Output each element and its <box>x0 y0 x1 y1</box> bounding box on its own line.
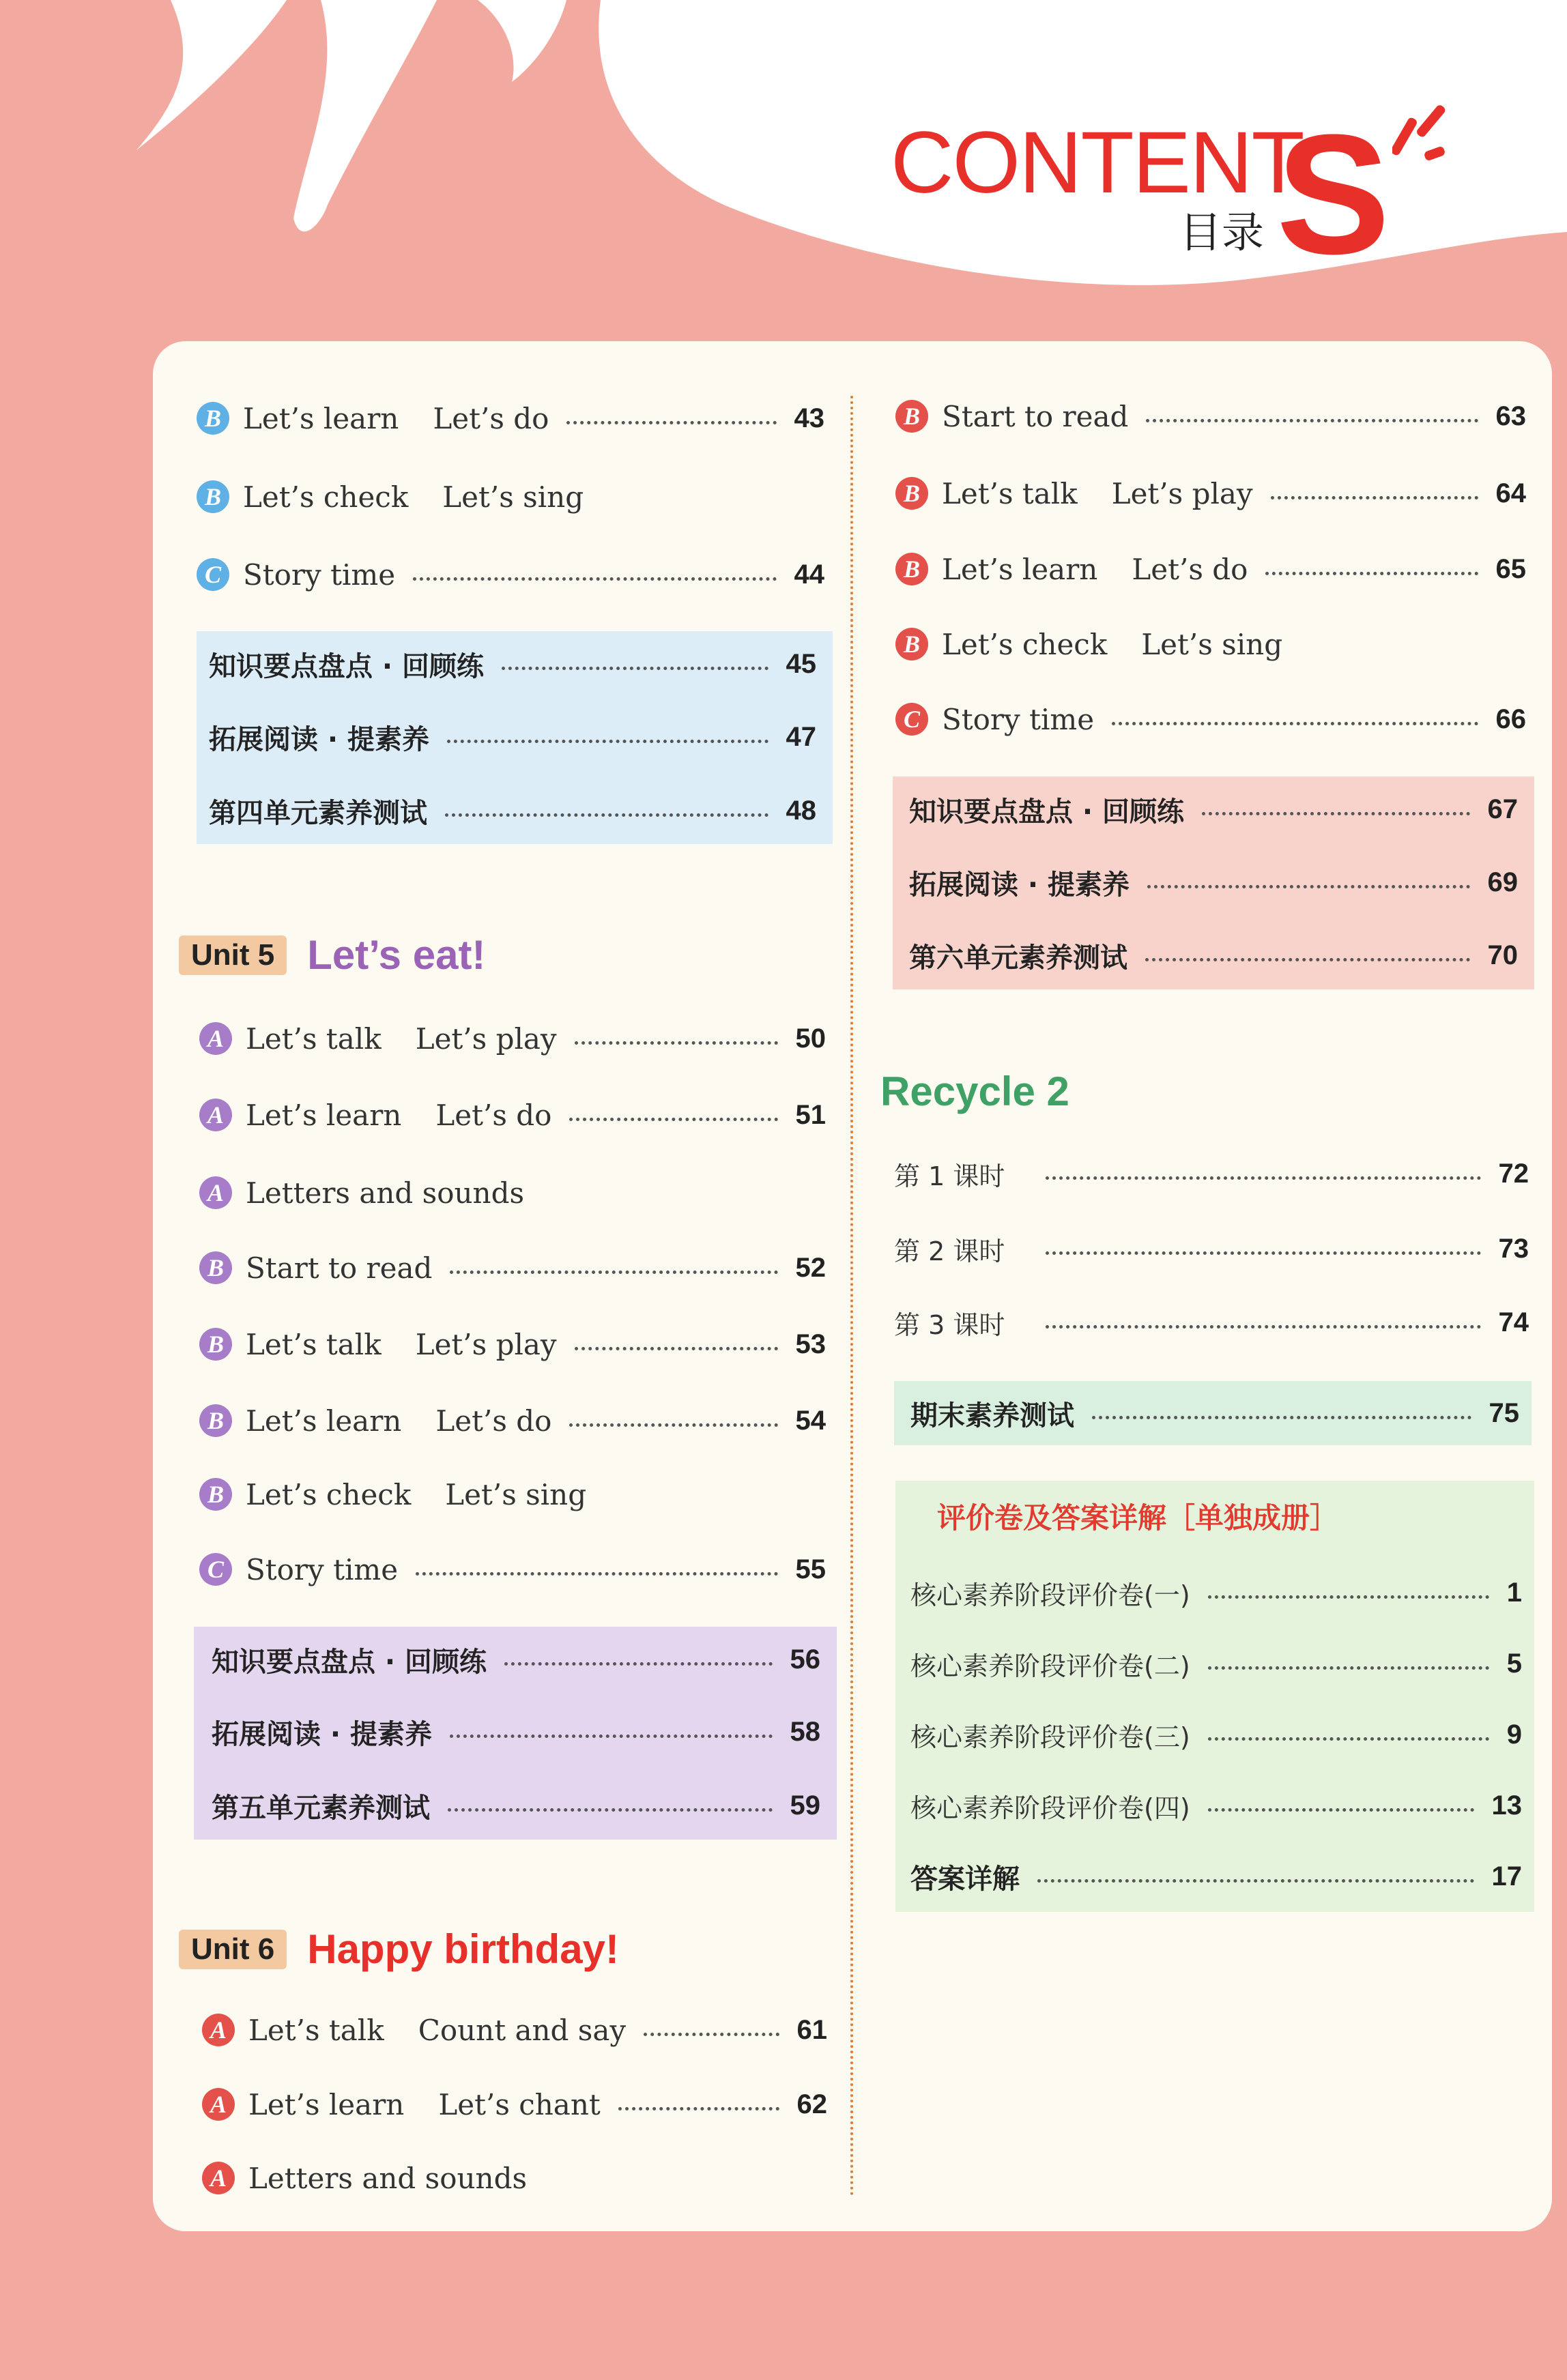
entry-label: Let’s learn <box>942 552 1098 586</box>
toc-entry[interactable] <box>199 1542 826 1597</box>
entry-label: 核心素养阶段评价卷(三) <box>910 1722 1190 1752</box>
toc-entry[interactable] <box>199 1317 826 1372</box>
toc-entry[interactable] <box>212 1778 820 1833</box>
leader-dots <box>1046 1176 1480 1180</box>
unit5-heading <box>179 931 485 978</box>
entry-label-secondary: Count and say <box>418 2013 627 2047</box>
b-badge-icon: B <box>895 477 928 510</box>
entry-label-secondary: Let’s sing <box>442 480 584 514</box>
toc-entry[interactable] <box>202 2151 827 2205</box>
page-number: 53 <box>795 1329 826 1359</box>
entry-label: 第 1 课时 <box>894 1161 1005 1191</box>
toc-entry[interactable] <box>910 1565 1522 1620</box>
page-number: 48 <box>786 795 816 826</box>
entry-label-secondary: Let’s do <box>435 1404 552 1438</box>
column-divider <box>850 396 853 2197</box>
contents-title: CONTENT <box>891 114 1304 212</box>
toc-entry[interactable] <box>199 1165 826 1220</box>
entry-label: Start to read <box>246 1251 433 1285</box>
entry-label-secondary: Let’s do <box>1132 552 1248 586</box>
page-number: 56 <box>790 1644 820 1674</box>
a-badge-icon: A <box>202 2014 235 2046</box>
entry-label: Let’s check <box>246 1477 412 1511</box>
entry-label-secondary: Let’s chant <box>438 2087 601 2121</box>
toc-entry[interactable] <box>212 1632 820 1687</box>
leader-dots <box>1037 1879 1474 1883</box>
entry-label: 拓展阅读 · 提素养 <box>212 1718 433 1750</box>
page-number: 61 <box>796 2014 827 2045</box>
toc-entry[interactable] <box>895 389 1526 444</box>
entry-label: 答案详解 <box>910 1863 1020 1895</box>
leader-dots <box>445 813 768 817</box>
entry-label: Let’s check <box>243 480 409 514</box>
page-number: 47 <box>786 721 816 752</box>
page-number: 63 <box>1495 401 1526 431</box>
b-badge-icon: B <box>895 400 928 433</box>
page-number: 55 <box>795 1554 826 1584</box>
leader-dots <box>569 1423 777 1427</box>
page-number: 58 <box>790 1716 820 1747</box>
page-number: 44 <box>794 559 824 590</box>
entry-label: Let’s talk <box>248 2013 384 2047</box>
page-number: 50 <box>795 1023 826 1054</box>
leader-dots <box>566 421 776 424</box>
toc-entry[interactable] <box>910 1707 1522 1762</box>
entry-label: Let’s learn <box>246 1404 402 1438</box>
leader-dots <box>1202 812 1469 815</box>
toc-entry[interactable] <box>909 855 1518 910</box>
page-number: 69 <box>1487 867 1518 897</box>
leader-dots <box>1146 419 1478 422</box>
leader-dots <box>413 577 776 581</box>
toc-entry[interactable] <box>895 692 1526 746</box>
toc-entry[interactable] <box>197 469 824 524</box>
entry-label: 第 3 课时 <box>894 1309 1005 1340</box>
entry-label-secondary: Let’s play <box>1111 476 1253 510</box>
page-number: 67 <box>1487 794 1518 824</box>
a-badge-icon: A <box>199 1022 232 1055</box>
leader-dots <box>1092 1416 1471 1419</box>
page-number: 13 <box>1491 1790 1522 1820</box>
unit-tag: Unit 6 <box>179 1930 287 1969</box>
contents-title-s: S <box>1276 99 1390 289</box>
page-number: 75 <box>1489 1397 1519 1428</box>
entry-label: 核心素养阶段评价卷(二) <box>910 1651 1190 1681</box>
a-badge-icon: A <box>202 2088 235 2121</box>
entry-label: 拓展阅读 · 提素养 <box>909 869 1130 901</box>
leader-dots <box>416 1572 777 1576</box>
toc-entry[interactable] <box>197 391 824 446</box>
toc-entry[interactable] <box>197 547 824 602</box>
toc-entry[interactable] <box>910 1636 1522 1691</box>
leader-dots <box>618 2107 779 2110</box>
recycle-heading: Recycle 2 <box>880 1069 1069 1114</box>
entry-label: 拓展阅读 · 提素养 <box>209 723 430 755</box>
unit-title: Happy birthday! <box>307 1926 619 1972</box>
evaluation-box <box>895 1481 1534 1912</box>
entry-label: 核心素养阶段评价卷(四) <box>910 1793 1190 1823</box>
b-badge-icon: B <box>895 553 928 585</box>
page-number: 9 <box>1506 1719 1522 1750</box>
entry-label-secondary: Let’s sing <box>1141 627 1283 661</box>
entry-label-secondary: Let’s play <box>415 1021 557 1056</box>
page-number: 45 <box>786 648 816 679</box>
leader-dots <box>447 740 768 743</box>
sparkle-icon <box>1392 89 1454 164</box>
b-badge-icon: B <box>199 1404 232 1437</box>
a-badge-icon: A <box>199 1099 232 1131</box>
entry-label: Story time <box>246 1552 399 1586</box>
toc-entry[interactable] <box>199 1393 826 1448</box>
entry-label: Let’s learn <box>243 401 399 435</box>
unit-title: Let’s eat! <box>307 932 486 978</box>
entry-label-secondary: Let’s do <box>435 1098 552 1132</box>
toc-entry[interactable] <box>202 2003 827 2057</box>
toc-entry[interactable] <box>895 466 1526 521</box>
entry-label-secondary: Let’s do <box>433 401 549 435</box>
leader-dots <box>575 1347 778 1350</box>
page-number: 66 <box>1495 703 1526 734</box>
toc-entry[interactable] <box>910 1778 1522 1833</box>
entry-label: Let’s learn <box>246 1098 402 1132</box>
toc-entry[interactable] <box>212 1704 820 1759</box>
b-badge-icon: B <box>895 628 928 661</box>
page-number: 65 <box>1495 553 1526 584</box>
toc-entry[interactable] <box>895 617 1526 671</box>
leader-dots <box>1208 1808 1474 1812</box>
toc-entry[interactable] <box>894 1146 1529 1201</box>
toc-entry[interactable] <box>910 1386 1519 1440</box>
entry-label: Letters and sounds <box>248 2161 528 2195</box>
b-badge-icon: B <box>199 1251 232 1284</box>
c-badge-icon: C <box>197 558 229 591</box>
leader-dots <box>502 667 768 670</box>
leader-dots <box>1046 1251 1480 1255</box>
leader-dots <box>1208 1737 1489 1741</box>
entry-label: 知识要点盘点 · 回顾练 <box>209 650 485 682</box>
entry-label: 第 2 课时 <box>894 1236 1005 1266</box>
toc-entry[interactable] <box>909 928 1518 983</box>
entry-label-secondary: Let’s sing <box>445 1477 587 1511</box>
unit-tag: Unit 5 <box>179 935 287 975</box>
page-number: 17 <box>1491 1861 1522 1891</box>
page-number: 73 <box>1498 1233 1529 1264</box>
page-number: 52 <box>795 1252 826 1283</box>
entry-label: 期末素养测试 <box>910 1399 1074 1432</box>
entry-label: 第四单元素养测试 <box>209 797 427 829</box>
page-number: 51 <box>795 1099 826 1130</box>
entry-label: 第六单元素养测试 <box>909 942 1127 974</box>
toc-entry[interactable] <box>199 1011 826 1066</box>
toc-entry[interactable] <box>209 783 816 838</box>
contents-subtitle: 目录 <box>1179 207 1265 257</box>
entry-label-secondary: Let’s play <box>415 1327 557 1361</box>
leader-dots <box>575 1041 778 1045</box>
entry-label: Let’s talk <box>246 1021 382 1056</box>
entry-label: Let’s learn <box>248 2087 405 2121</box>
b-badge-icon: B <box>199 1328 232 1361</box>
page-number: 54 <box>795 1405 826 1436</box>
entry-label: 核心素养阶段评价卷(一) <box>910 1580 1190 1610</box>
page-number: 5 <box>1506 1648 1522 1679</box>
b-badge-icon: B <box>197 480 229 513</box>
entry-label: 知识要点盘点 · 回顾练 <box>212 1646 487 1678</box>
c-badge-icon: C <box>199 1553 232 1586</box>
leader-dots <box>644 2033 779 2036</box>
toc-entry[interactable] <box>909 782 1518 837</box>
leader-dots <box>1046 1325 1480 1329</box>
toc-entry[interactable] <box>894 1295 1529 1350</box>
entry-label: Let’s check <box>942 627 1108 661</box>
a-badge-icon: A <box>199 1176 232 1209</box>
page-number: 70 <box>1487 940 1518 970</box>
toc-entry[interactable] <box>202 2077 827 2132</box>
unit6-heading <box>179 1926 619 1973</box>
entry-label: Story time <box>942 702 1095 736</box>
leader-dots <box>1112 722 1478 725</box>
leader-dots <box>569 1118 777 1121</box>
b-badge-icon: B <box>199 1478 232 1511</box>
leader-dots <box>1145 958 1470 961</box>
entry-label: Story time <box>243 557 396 592</box>
entry-label: 第五单元素养测试 <box>212 1792 430 1824</box>
leader-dots <box>450 1735 772 1738</box>
toc-entry[interactable] <box>894 1221 1529 1276</box>
entry-label: 知识要点盘点 · 回顾练 <box>909 796 1185 828</box>
leader-dots <box>1147 885 1469 888</box>
entry-label: Letters and sounds <box>246 1176 525 1210</box>
toc-entry[interactable] <box>209 710 816 764</box>
leader-dots <box>1208 1666 1489 1670</box>
entry-label: Let’s talk <box>246 1327 382 1361</box>
page-number: 74 <box>1498 1307 1529 1337</box>
page-number: 1 <box>1506 1577 1522 1608</box>
leader-dots <box>448 1808 773 1812</box>
page-number: 43 <box>794 403 824 433</box>
toc-entry[interactable] <box>199 1088 826 1142</box>
a-badge-icon: A <box>202 2162 235 2194</box>
toc-entry[interactable] <box>199 1467 826 1522</box>
entry-label: Let’s talk <box>942 476 1078 510</box>
evaluation-title: 评价卷及答案详解［单独成册］ <box>936 1501 1338 1535</box>
page-number: 62 <box>796 2089 827 2119</box>
toc-entry[interactable] <box>199 1240 826 1295</box>
entry-label: Start to read <box>942 399 1129 433</box>
leader-dots <box>1271 496 1478 499</box>
toc-entry[interactable] <box>209 637 816 691</box>
page-number: 64 <box>1495 478 1526 508</box>
b-badge-icon: B <box>197 402 229 435</box>
toc-entry[interactable] <box>895 542 1526 596</box>
page-number: 72 <box>1498 1158 1529 1189</box>
leader-dots <box>1208 1595 1489 1599</box>
leader-dots <box>504 1662 772 1666</box>
leader-dots <box>1265 572 1478 575</box>
c-badge-icon: C <box>895 703 928 736</box>
toc-entry[interactable] <box>910 1849 1522 1904</box>
page-number: 59 <box>790 1790 820 1820</box>
leader-dots <box>450 1271 777 1274</box>
